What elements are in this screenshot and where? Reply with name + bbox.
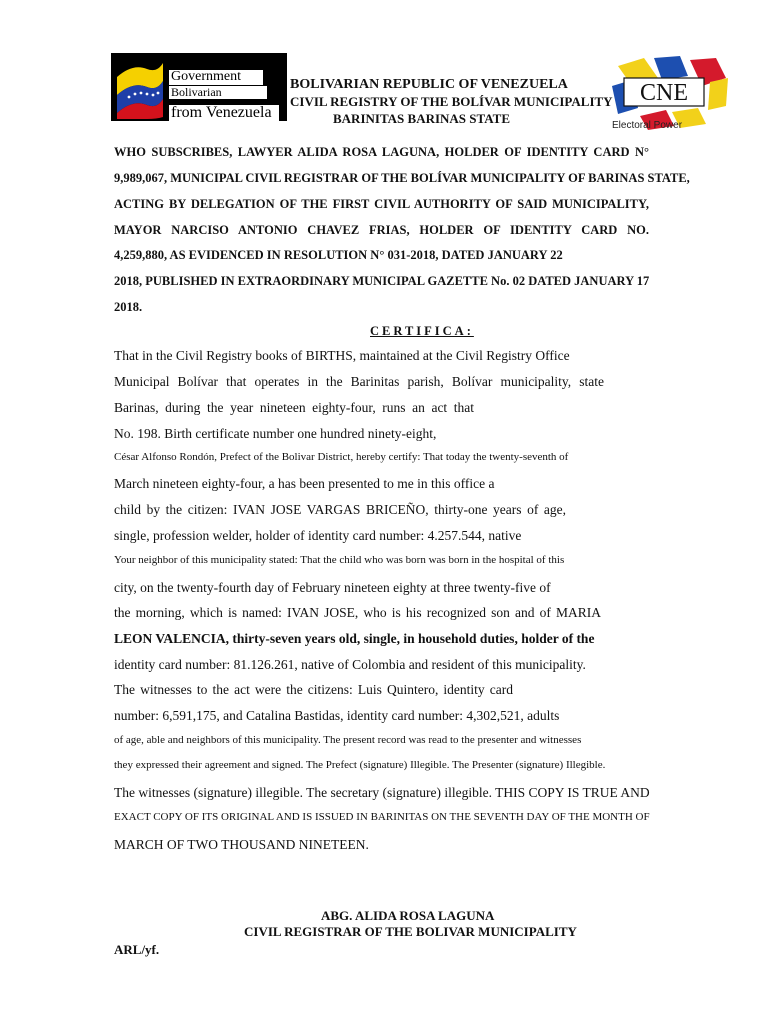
certifica-heading: CERTIFICA: [370,324,474,338]
intro-line: WHO SUBSCRIBES, LAWYER ALIDA ROSA LAGUNA, HOLDER OF IDENTITY CARD N° [114,145,649,159]
body-line: The witnesses (signature) illegible. The secretary (signature) illegible. THIS COPY IS TRUE AND [114,785,650,800]
signature-name: ABG. ALIDA ROSA LAGUNA [321,908,495,923]
intro-line: 2018. [114,300,143,314]
gov-logo-line2: Bolivarian [169,86,267,99]
body-line: child by the citizen: IVAN JOSE VARGAS BRICEÑO, thirty-one years of age, [114,502,566,517]
body-line: Your neighbor of this municipality stated: That the child who was born was born in the hospital of this [114,554,565,566]
body-line: single, profession welder, holder of identity card number: 4.257.544, native [114,528,522,543]
body-line: LEON VALENCIA, thirty-seven years old, single, in household duties, holder of the [114,631,595,646]
body-line: of age, able and neighbors of this municipality. The present record was read to the presenter and witnesses [114,734,582,746]
cne-subtitle: Electoral Power [612,120,683,131]
body-line: city, on the twenty-fourth day of February nineteen eighty at three twenty-five of [114,580,551,595]
intro-line: 4,259,880, AS EVIDENCED IN RESOLUTION N° 031-2018, DATED JANUARY 22 [114,248,563,262]
intro-line: 9,989,067, MUNICIPAL CIVIL REGISTRAR OF THE BOLÍVAR MUNICIPALITY OF BARINAS STATE, [114,171,690,185]
gov-logo-line1: Government [169,70,263,85]
body-line: No. 198. Birth certificate number one hundred ninety-eight, [114,426,437,441]
body-line: That in the Civil Registry books of BIRTHS, maintained at the Civil Registry Office [114,348,570,363]
header-registry: CIVIL REGISTRY OF THE BOLÍVAR MUNICIPALITY [290,94,613,109]
body-line: César Alfonso Rondón, Prefect of the Bolivar District, hereby certify: That today the twenty-seventh of [114,451,569,463]
venezuela-flag-icon [113,57,165,119]
body-line: number: 6,591,175, and Catalina Bastidas, identity card number: 4,302,521, adults [114,708,560,723]
signature-initials: ARL/yf. [114,942,160,957]
header-republic: BOLIVARIAN REPUBLIC OF VENEZUELA [290,77,568,92]
gov-logo-line3: from Venezuela [169,105,279,121]
body-line: Municipal Bolívar that operates in the Barinitas parish, Bolívar municipality, state [114,374,604,389]
cne-acronym: CNE [640,80,688,106]
intro-line: MAYOR NARCISO ANTONIO CHAVEZ FRIAS, HOLDER OF IDENTITY CARD NO. [114,223,649,237]
body-line: they expressed their agreement and signed. The Prefect (signature) Illegible. The Presenter (signature) Illegible. [114,759,606,771]
cne-logo [610,56,730,130]
body-line: The witnesses to the act were the citizens: Luis Quintero, identity card [114,682,513,697]
header-state: BARINITAS BARINAS STATE [333,111,510,126]
body-line: EXACT COPY OF ITS ORIGINAL AND IS ISSUED IN BARINITAS ON THE SEVENTH DAY OF THE MONTH OF [114,811,650,823]
body-line: identity card number: 81.126.261, native of Colombia and resident of this municipality. [114,657,586,672]
body-line: the morning, which is named: IVAN JOSE, who is his recognized son and of MARIA [114,605,601,620]
intro-line: 2018, PUBLISHED IN EXTRAORDINARY MUNICIPAL GAZETTE No. 02 DATED JANUARY 17 [114,274,650,288]
body-line: MARCH OF TWO THOUSAND NINETEEN. [114,837,369,852]
government-logo [111,53,287,121]
signature-title: CIVIL REGISTRAR OF THE BOLIVAR MUNICIPALITY [244,924,577,939]
body-line: Barinas, during the year nineteen eighty-four, runs an act that [114,400,474,415]
body-line: March nineteen eighty-four, a has been presented to me in this office a [114,476,495,491]
intro-line: ACTING BY DELEGATION OF THE FIRST CIVIL AUTHORITY OF SAID MUNICIPALITY, [114,197,649,211]
